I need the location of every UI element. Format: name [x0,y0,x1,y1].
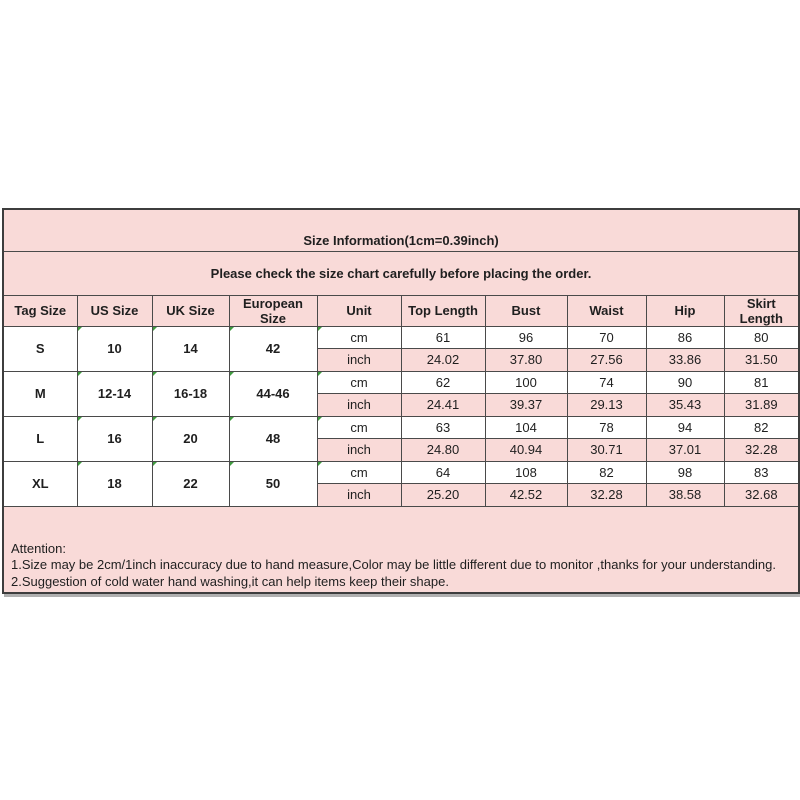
measurement-label: 61 [435,329,451,345]
measurement-value [724,394,799,417]
uk-size-value [152,416,229,461]
col-header-label: Hip [674,303,696,318]
attention-note-2: 2.Suggestion of cold water hand washing,it can help items keep their shape. [11,573,449,589]
size-row-m-cm [3,371,799,394]
us-size-value [77,326,152,371]
measurement-value [567,394,646,417]
green-corner-marker [230,372,234,376]
attention-row [3,506,799,593]
col-header-hip [646,295,724,326]
measurement-value [401,461,485,484]
measurement-label: 80 [754,329,769,345]
green-corner-marker [230,417,234,421]
measurement-label: 78 [599,419,614,435]
tag-size-value [3,326,77,371]
eu-size-label: 42 [265,341,281,356]
unit-label: cm [350,374,368,390]
measurement-value [567,371,646,394]
tag-size-value [3,416,77,461]
measurement-label: 30.71 [590,442,623,458]
tag-size-label: L [36,431,45,446]
green-corner-marker [318,462,322,466]
measurement-value [567,439,646,462]
measurement-value [724,326,799,349]
measurement-label: 98 [677,464,693,480]
green-corner-marker [318,372,322,376]
measurement-label: 104 [515,419,537,435]
us-size-label: 16 [107,431,122,446]
green-corner-marker [318,417,322,421]
green-corner-marker [78,327,82,331]
col-header-skirt-length [724,295,799,326]
measurement-label: 100 [515,374,537,390]
measurement-label: 70 [599,329,614,345]
col-header-label: Skirt Length [739,295,783,326]
measurement-label: 32.28 [590,487,623,503]
unit-label-inch [317,394,401,417]
measurement-value [646,349,724,372]
measurement-value [567,484,646,507]
measurement-value [485,326,567,349]
measurement-value [485,371,567,394]
measurement-value [401,326,485,349]
measurement-value [485,484,567,507]
size-row-l-cm [3,416,799,439]
unit-label: inch [347,397,371,413]
measurement-value [724,439,799,462]
measurement-label: 31.50 [745,352,778,368]
tag-size-value [3,371,77,416]
green-corner-marker [230,327,234,331]
unit-label: cm [350,329,368,345]
measurement-value [724,371,799,394]
unit-label-cm [317,461,401,484]
subtitle-cell [3,251,799,295]
unit-label-inch [317,439,401,462]
green-corner-marker [153,327,157,331]
measurement-value [401,439,485,462]
us-size-value [77,371,152,416]
measurement-value [646,394,724,417]
measurement-label: 62 [435,374,451,390]
col-header-label: US Size [90,303,139,318]
tag-size-label: S [35,341,45,356]
size-chart-table [2,208,800,594]
col-header-bust [485,295,567,326]
col-header-waist [567,295,646,326]
col-header-top-length [401,295,485,326]
us-size-label: 12-14 [97,386,132,401]
eu-size-label: 48 [265,431,281,446]
tag-size-label: M [34,386,46,401]
unit-label-cm [317,416,401,439]
unit-label-cm [317,371,401,394]
unit-label: cm [350,419,368,435]
subtitle-row [3,251,799,295]
green-corner-marker [318,327,322,331]
measurement-value [724,461,799,484]
measurement-label: 40.94 [509,442,543,458]
col-header-label: Waist [589,303,624,318]
measurement-value [485,349,567,372]
measurement-value [401,416,485,439]
measurement-label: 32.28 [745,442,778,458]
green-corner-marker [153,417,157,421]
unit-label-cm [317,326,401,349]
unit-label: inch [347,487,371,503]
measurement-label: 27.56 [590,352,623,368]
col-header-label: Unit [346,303,372,318]
col-header-label: UK Size [166,303,215,318]
attention-note-1: 1.Size may be 2cm/1inch inaccuracy due to hand measure,Color may be little different due to monitor ,thanks for your understanding. [11,557,777,572]
unit-label-inch [317,484,401,507]
measurement-value [401,484,485,507]
green-corner-marker [153,462,157,466]
uk-size-label: 20 [183,431,198,446]
measurement-label: 32.68 [745,487,778,503]
measurement-label: 37.80 [509,352,543,368]
measurement-label: 96 [518,329,534,345]
measurement-label: 64 [435,464,451,480]
eu-size-value [229,461,317,506]
col-header-unit [317,295,401,326]
uk-size-label: 16-18 [173,386,208,401]
tag-size-label: XL [31,476,49,491]
measurement-value [567,349,646,372]
size-chart-title: Size Information(1cm=0.39inch) [303,232,499,248]
measurement-value [485,439,567,462]
col-header-us-size [77,295,152,326]
measurement-value [401,349,485,372]
measurement-value [724,349,799,372]
measurement-value [401,394,485,417]
measurement-value [646,439,724,462]
measurement-value [646,461,724,484]
measurement-label: 74 [599,374,614,390]
measurement-label: 108 [515,464,537,480]
eu-size-value [229,416,317,461]
us-size-value [77,416,152,461]
measurement-value [646,484,724,507]
measurement-label: 82 [599,464,614,480]
uk-size-value [152,461,229,506]
eu-size-label: 50 [265,476,281,491]
measurement-label: 94 [677,419,693,435]
eu-size-value [229,326,317,371]
measurement-label: 37.01 [668,442,702,458]
size-row-s-cm [3,326,799,349]
attention-heading: Attention: [11,540,66,556]
measurement-value [567,326,646,349]
size-chart-subtitle: Please check the size chart carefully before placing the order. [210,265,592,281]
measurement-label: 24.41 [426,397,460,413]
col-header-uk-size [152,295,229,326]
column-header-row [3,295,799,326]
measurement-label: 86 [677,329,693,345]
measurement-value [646,416,724,439]
measurement-label: 24.02 [426,352,460,368]
measurement-label: 33.86 [668,352,702,368]
measurement-value [724,416,799,439]
measurement-label: 39.37 [509,397,543,413]
measurement-label: 83 [754,464,769,480]
us-size-value [77,461,152,506]
uk-size-value [152,371,229,416]
tag-size-value [3,461,77,506]
uk-size-label: 14 [183,341,198,356]
col-header-european-size [229,295,317,326]
measurement-label: 35.43 [668,397,702,413]
uk-size-label: 22 [183,476,198,491]
col-header-label: Bust [511,303,541,318]
size-row-xl-cm [3,461,799,484]
eu-size-value [229,371,317,416]
measurement-value [485,416,567,439]
measurement-label: 82 [754,419,769,435]
measurement-value [646,371,724,394]
eu-size-label: 44-46 [256,386,290,401]
measurement-label: 25.20 [426,487,460,503]
measurement-label: 38.58 [668,487,702,503]
measurement-label: 29.13 [590,397,623,413]
us-size-label: 18 [107,476,122,491]
measurement-label: 42.52 [509,487,543,503]
measurement-label: 81 [754,374,769,390]
unit-label: cm [350,464,368,480]
green-corner-marker [230,462,234,466]
measurement-value [724,484,799,507]
title-cell [3,209,799,251]
attention-cell [3,506,799,593]
measurement-label: 63 [435,419,451,435]
col-header-label: Tag Size [14,303,67,318]
measurement-label: 24.80 [426,442,460,458]
green-corner-marker [78,417,82,421]
unit-label: inch [347,352,371,368]
measurement-value [567,461,646,484]
measurement-value [485,394,567,417]
unit-label-inch [317,349,401,372]
measurement-value [485,461,567,484]
col-header-tag-size [3,295,77,326]
us-size-label: 10 [107,341,122,356]
green-corner-marker [78,372,82,376]
measurement-value [646,326,724,349]
measurement-label: 31.89 [745,397,778,413]
measurement-label: 90 [677,374,693,390]
uk-size-value [152,326,229,371]
col-header-label: Top Length [408,303,478,318]
measurement-value [567,416,646,439]
green-corner-marker [153,372,157,376]
title-row [3,209,799,251]
unit-label: inch [347,442,371,458]
green-corner-marker [78,462,82,466]
measurement-value [401,371,485,394]
col-header-label: European Size [243,295,303,326]
